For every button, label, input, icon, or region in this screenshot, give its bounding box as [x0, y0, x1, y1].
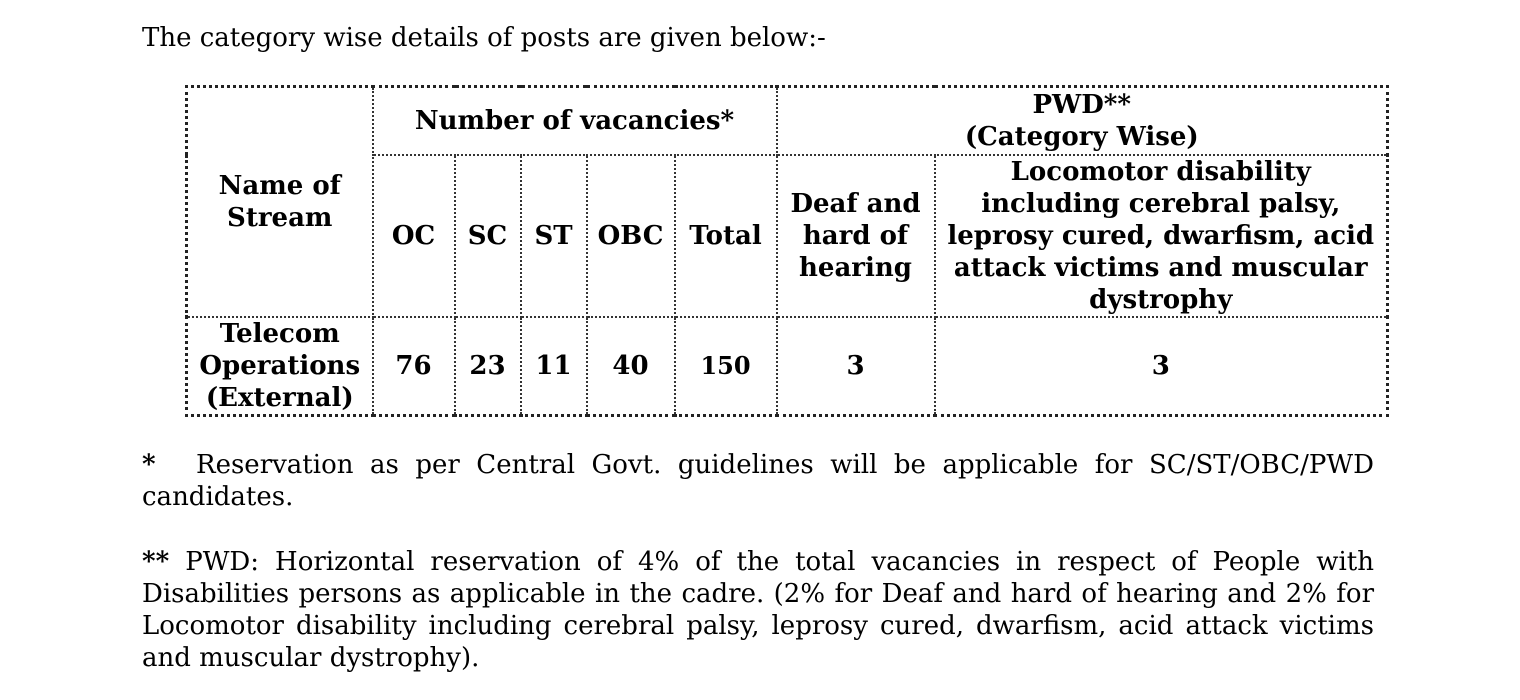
table-header-row-1 [187, 87, 1388, 155]
cell-deaf: 3 [777, 317, 935, 416]
header-deaf: Deaf and hard of hearing [777, 155, 935, 317]
header-pwd [777, 87, 1388, 155]
cell-obc: 40 [587, 317, 675, 416]
header-number-of-vacancies: Number of vacancies* [373, 87, 777, 155]
cell-stream: Telecom Operations (External) [187, 317, 373, 416]
footnote-1-text: Reservation as per Central Govt. guidelines will be applicable for SC/ST/OBC/PWD candidates. [142, 450, 1374, 512]
footnote-pwd [142, 546, 1374, 674]
header-st: ST [521, 155, 587, 317]
header-name-of-stream: Name of Stream [187, 87, 373, 317]
cell-locomotor: 3 [935, 317, 1388, 416]
footnote-reservation [142, 449, 1374, 513]
cell-st: 11 [521, 317, 587, 416]
footnote-2-mark: ** [142, 547, 170, 577]
header-locomotor: Locomotor disability including cerebral palsy, leprosy cured, dwarfism, acid attack victims and muscular dystrophy [935, 155, 1388, 317]
table-row [187, 317, 1388, 416]
header-pwd-line1: PWD** [1032, 89, 1131, 120]
cell-oc: 76 [373, 317, 455, 416]
footnote-2-text: PWD: Horizontal reservation of 4% of the total vacancies in respect of People with Disabilities persons as applicable in the cadre. (2% for Deaf and hard of hearing and 2% for Locomotor disability including cerebral palsy, leprosy cured, dwarfism, acid attack victims and muscular dystrophy). [142, 547, 1375, 673]
header-obc: OBC [587, 155, 675, 317]
footnote-1-mark: * [142, 450, 156, 480]
header-oc: OC [373, 155, 455, 317]
cell-sc: 23 [455, 317, 521, 416]
intro-text: The category wise details of posts are given below:- [142, 23, 826, 53]
cell-total: 150 [675, 317, 777, 416]
header-pwd-line2: (Category Wise) [964, 121, 1199, 152]
header-total: Total [675, 155, 777, 317]
vacancy-table [185, 85, 1389, 417]
header-sc: SC [455, 155, 521, 317]
